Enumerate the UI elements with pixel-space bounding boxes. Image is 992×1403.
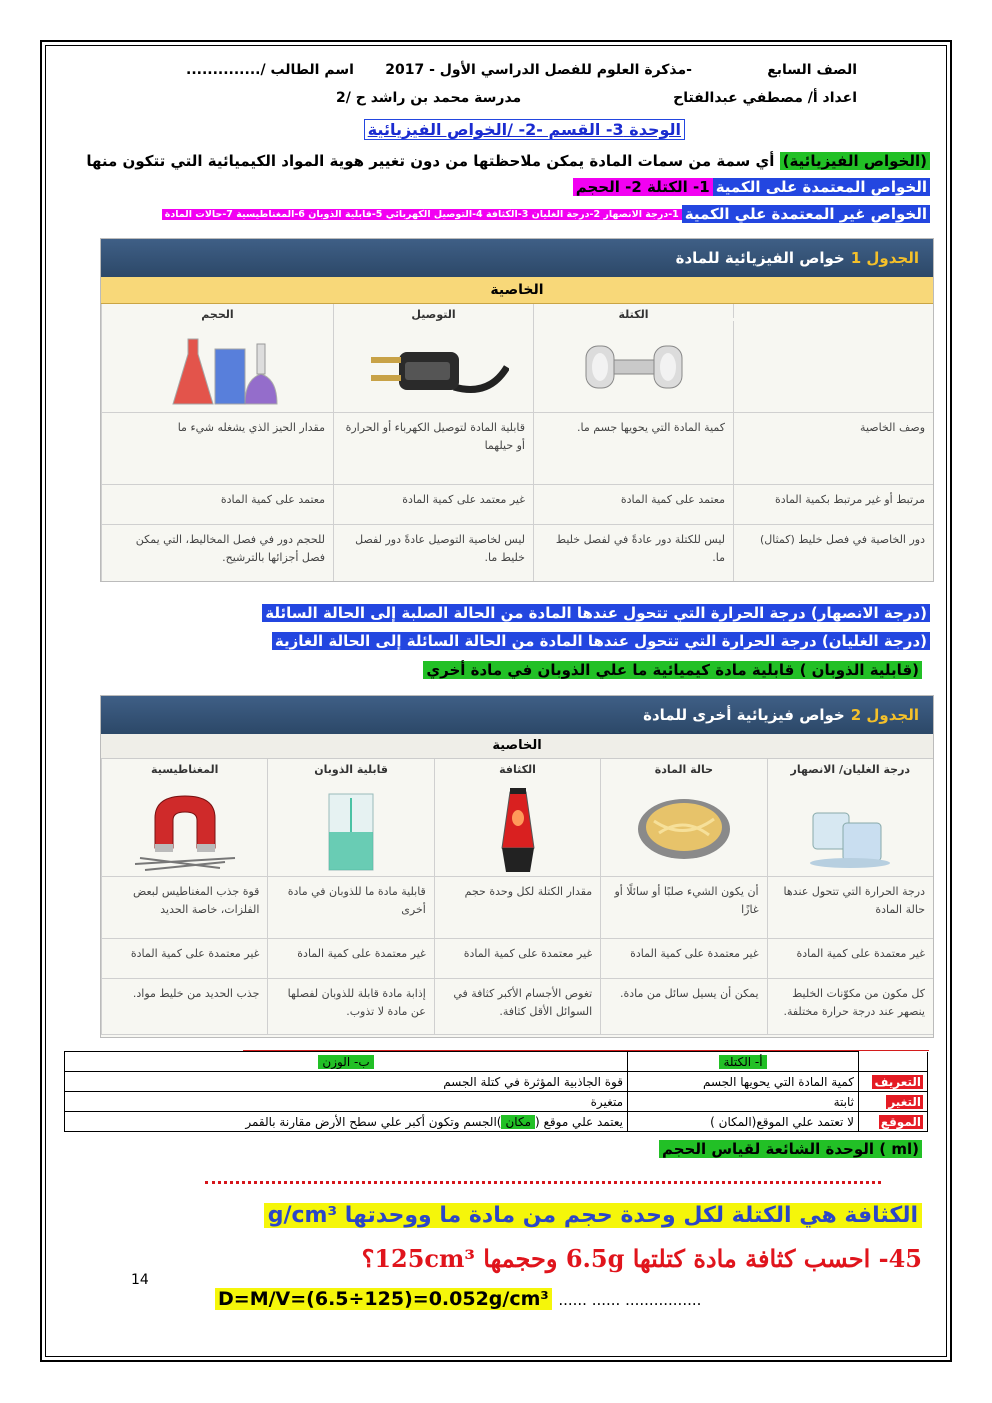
answer-dots: ...... ...... ................: [558, 1291, 702, 1309]
table1-row2-mass: معتمد على كمية المادة: [533, 485, 733, 525]
table2-col-boiling: درجة الغليان/ الانصهار: [767, 759, 933, 785]
table2-row2-boiling: غير معتمدة على كمية المادة: [767, 939, 933, 979]
mass-weight-corner-cell: [859, 1052, 928, 1072]
table1-row2-label: مرتبط أو غير مرتبط بكمية المادة: [733, 485, 933, 525]
weight-location: يعتمد علي موقع (مكان)الجسم وتكون أكبر علي سطح الأرض مقارنة بالقمر: [65, 1112, 628, 1132]
table1-blank-image: [733, 321, 933, 413]
table2-row1-state: أن يكون الشيء صلبًا أو سائلًا أو غازًا: [600, 877, 766, 939]
table1-row1-conductivity: قابلية المادة لتوصيل الكهرباء أو الحرارة أو حيلهما: [333, 413, 533, 485]
table1-title-bar: الجدول 1 خواص الفيزيائية للمادة: [101, 239, 933, 277]
mass-change: ثابتة: [628, 1092, 859, 1112]
weight-definition: قوة الجاذبية المؤثرة في كتلة الجسم: [65, 1072, 628, 1092]
dotted-separator: [205, 1181, 881, 1184]
lava-lamp-image: [434, 785, 600, 877]
location-row-label: الموقع: [859, 1112, 928, 1132]
table2-row3-state: يمكن أن يسيل سائل من مادة.: [600, 979, 766, 1035]
table2-row2-state: غير معتمدة على كمية المادة: [600, 939, 766, 979]
mass-definition: كمية المادة التي يحويها الجسم: [628, 1072, 859, 1092]
table2-row3-boiling: كل مكون من مكوّنات الخليط ينصهر عند درجة حرارة مختلفة.: [767, 979, 933, 1035]
mass-header: أ- الكتلة: [628, 1052, 859, 1072]
density-definition: الكثافة هي الكتلة لكل وحدة حجم من مادة ما ووحدتها g/cm³: [264, 1203, 922, 1228]
memo-title: -مذكرة العلوم للفصل الدراسي الأول - 2017: [385, 62, 692, 78]
independent-properties: الخواص غير المعتمدة علي الكمية1-درجة الانصهار 2-درجة الغليان 3-الكثافة 4-التوصيل الكهربائي 5-قابلية الذوبان 6-المغناطيسية 7-حالات المادة: [162, 205, 930, 223]
physical-properties-definition: (الخواص الفيزيائية) أي سمة من سمات المادة يمكن ملاحظتها من دون تغيير هوية المواد الكيميائية التي تتكون منها: [86, 152, 930, 170]
table2-row1-boiling: درجة الحرارة التي تتحول عندها حالة المادة: [767, 877, 933, 939]
glass-dissolving-image: [267, 785, 433, 877]
table1-col-conductivity: التوصيل: [333, 304, 533, 321]
table1-property-header: الخاصية: [101, 277, 933, 304]
answer-line: [215, 1288, 701, 1310]
weight-change: متغيرة: [65, 1092, 628, 1112]
solubility-definition: (قابلية الذوبان ) قابلية مادة كيميائية ما علي الذوبان في مادة أخري: [423, 661, 922, 679]
table2-col-magnetism: المغناطيسية: [101, 759, 267, 785]
table1-physical-properties: [100, 238, 934, 582]
table2-title-bar: الجدول 2 خواص فيزيائية أخرى للمادة: [101, 696, 933, 734]
weight-header: ب- الوزن: [65, 1052, 628, 1072]
table1-row2-conductivity: غير معتمد على كمية المادة: [333, 485, 533, 525]
table2-col-density: الكثافة: [434, 759, 600, 785]
boiling-point-definition: (درجة الغليان) درجة الحرارة التي تتحول عندها المادة من الحالة السائلة إلى الحالة الغازية: [272, 632, 930, 650]
table1-row3-volume: للحجم دور في فصل المخاليط، التي يمكن فصل أجزائها بالترشيح.: [101, 525, 333, 582]
table2-row3-density: تغوص الأجسام الأكبر كثافة في السوائل الأقل كثافة.: [434, 979, 600, 1035]
table2-row3-magnetism: جذب الحديد من خليط مواد.: [101, 979, 267, 1035]
table2-row1-solubility: قابلية مادة ما للذوبان في مادة أخرى: [267, 877, 433, 939]
table2-row1-density: مقدار الكتلة لكل وحدة حجم: [434, 877, 600, 939]
electric-plug-image: [333, 321, 533, 413]
table1-col-mass: الكتلة: [533, 304, 733, 321]
unit-title: الوحدة 3- القسم -2- /الخواص الفيزيائية: [364, 120, 685, 139]
table2-row3-solubility: إذابة مادة قابلة للذوبان لفصلها عن مادة لا تذوب.: [267, 979, 433, 1035]
table1-row1-mass: كمية المادة التي يحويها جسم ما.: [533, 413, 733, 485]
dependent-properties: الخواص المعتمدة على الكمية1- الكتلة 2- الحجم: [573, 178, 930, 196]
page-number: 14: [131, 1272, 149, 1288]
question-45: 45- احسب كثافة مادة كتلتها 6.5g وحجمها 125cm³؟: [361, 1244, 922, 1273]
grade-label: الصف السابع: [767, 62, 857, 78]
density-equation: D=M/V=(6.5÷125)=0.052g/cm³: [215, 1288, 552, 1310]
prepared-by: اعداد أ/ مصطفي عبدالفتاح: [673, 90, 857, 106]
table1-row3-label: دور الخاصية في فصل خليط (كمثال): [733, 525, 933, 582]
dumbbell-image: [533, 321, 733, 413]
table1-row3-mass: ليس للكتلة دور عادةً في لفصل خليط ما.: [533, 525, 733, 582]
mass-location: لا تعتمد علي الموقع(المكان ): [628, 1112, 859, 1132]
glassware-image: [101, 321, 333, 413]
table2-row1-magnetism: قوة جذب المغناطيس لبعض الفلزات، خاصة الحديد: [101, 877, 267, 939]
table1-col-empty: [733, 304, 933, 318]
table2-row2-density: غير معتمدة على كمية المادة: [434, 939, 600, 979]
school-name: مدرسة محمد بن راشد ح /2: [336, 90, 522, 106]
horseshoe-magnet-image: [101, 785, 267, 877]
volume-unit: (ml ) الوحدة الشائعة لقياس الحجم: [659, 1140, 922, 1158]
table1-row3-conductivity: ليس لخاصية التوصيل عادةً دور لفصل خليط ما.: [333, 525, 533, 582]
table2-other-physical-properties: [100, 695, 934, 1038]
table2-row2-magnetism: غير معتمدة على كمية المادة: [101, 939, 267, 979]
table2-col-state: حالة المادة: [600, 759, 766, 785]
table2-row2-solubility: غير معتمدة على كمية المادة: [267, 939, 433, 979]
definition-row-label: التعريف: [859, 1072, 928, 1092]
table1-row2-volume: معتمد على كمية المادة: [101, 485, 333, 525]
table2-col-solubility: قابلية الذوبان: [267, 759, 433, 785]
change-row-label: التغير: [859, 1092, 928, 1112]
table2-property-header: الخاصية: [101, 734, 933, 759]
pasta-pot-image: [600, 785, 766, 877]
table1-row1-label: وصف الخاصية: [733, 413, 933, 485]
mass-weight-table: [64, 1051, 928, 1132]
melting-point-definition: (درجة الانصهار) درجة الحرارة التي تتحول عندها المادة من الحالة الصلبة إلى الحالة السائلة: [262, 604, 930, 622]
student-name-field: اسم الطالب /..............: [186, 62, 354, 78]
table1-row1-volume: مقدار الحيز الذي يشغله شيء ما: [101, 413, 333, 485]
table1-col-volume: الحجم: [101, 304, 333, 321]
ice-cubes-image: [767, 785, 933, 877]
